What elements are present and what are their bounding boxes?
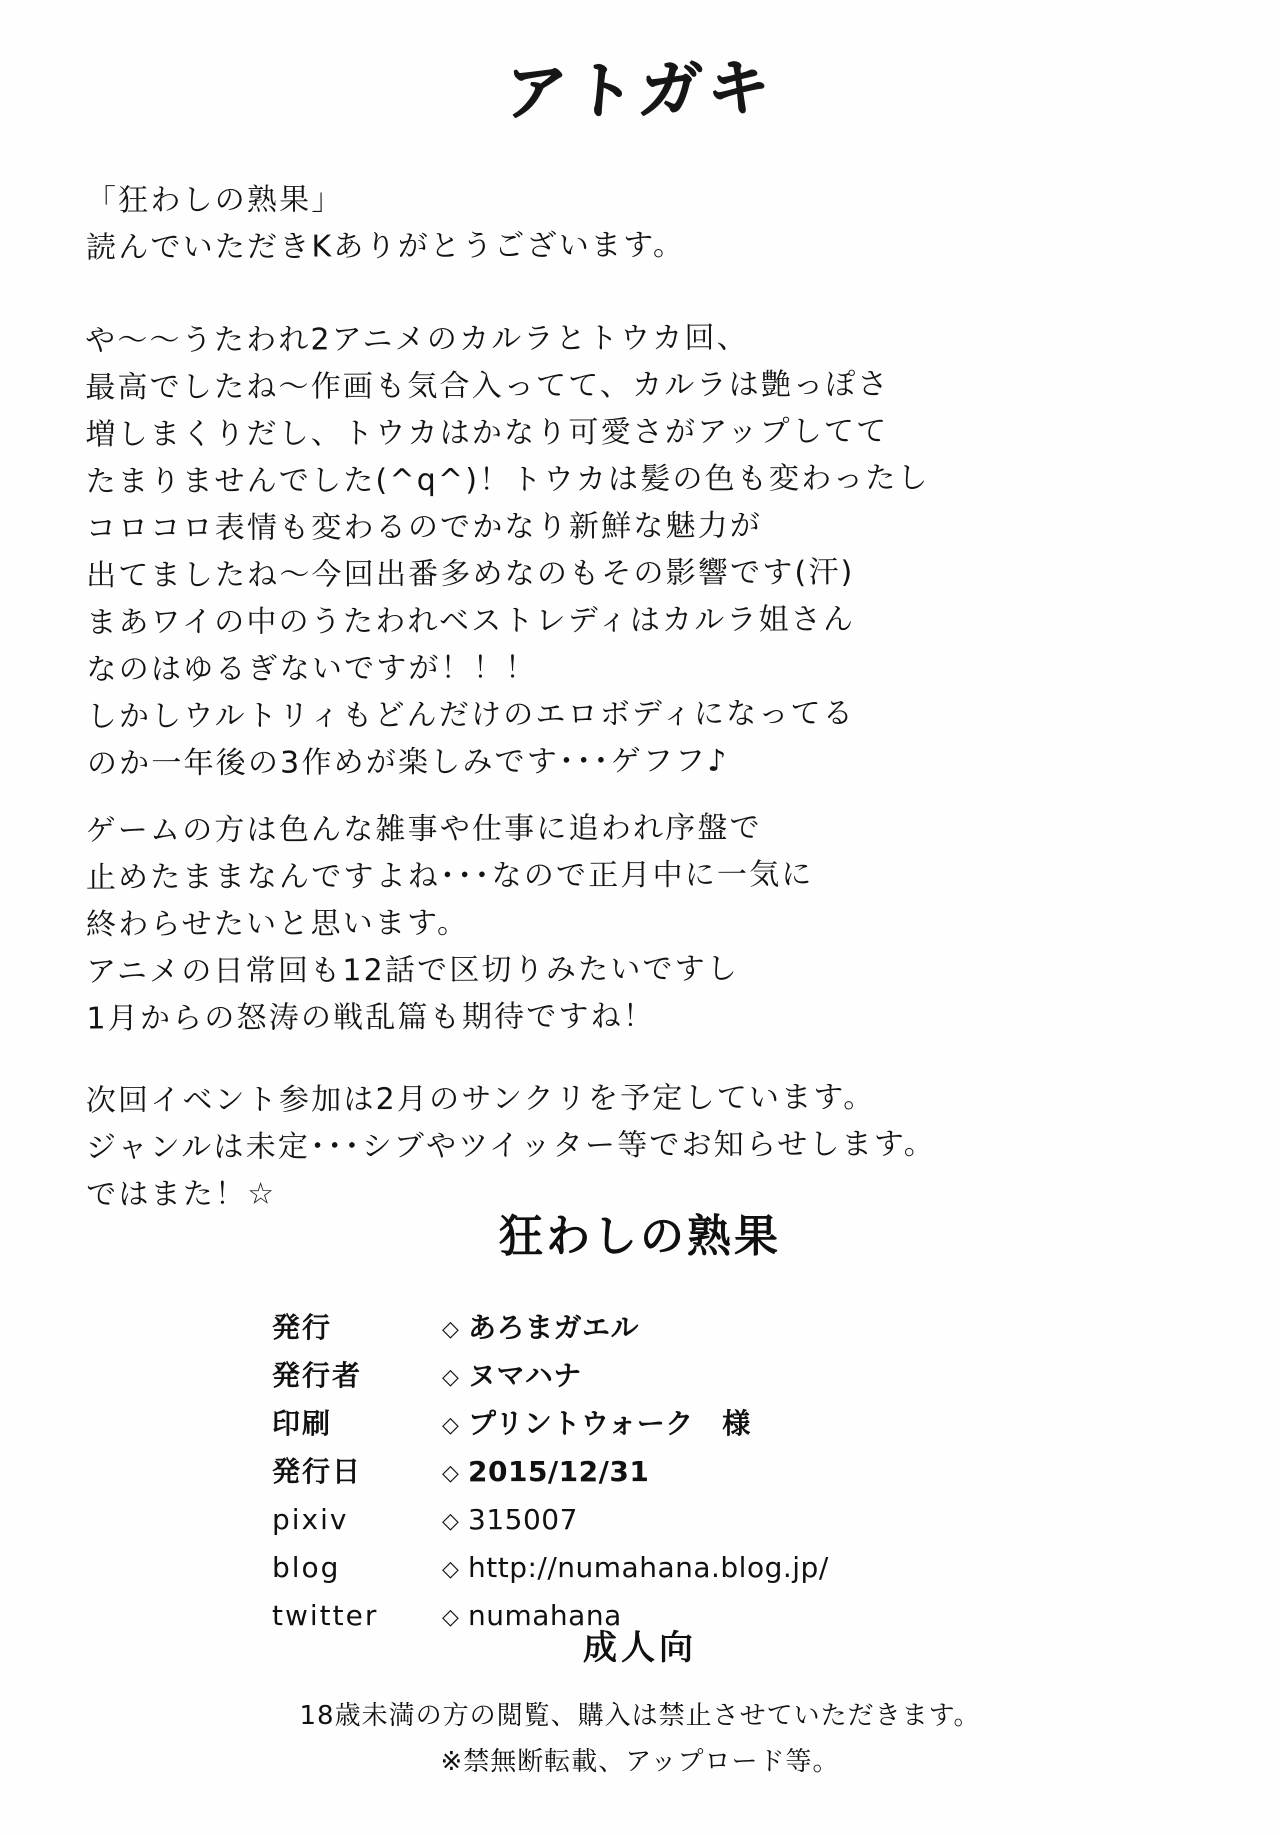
diamond-icon: ◇ <box>442 1413 459 1438</box>
diamond-icon: ◇ <box>442 1509 459 1534</box>
afterword-paragraph-3: 次回イベント参加は2月のサンクリを予定しています。 ジャンルは未定･･･シブやツイッター等でお知らせします。 ではまた！☆ <box>85 1079 936 1213</box>
credit-row <box>272 1550 1012 1589</box>
adult-only-label: 成人向 <box>583 1628 697 1668</box>
credit-label: twitter <box>272 1599 379 1632</box>
afterword-paragraph-2: ゲームの方は色んな雑事や仕事に追われ序盤で 止めたままなんですよね･･･なので正月中に一気に 終わらせたいと思います。 アニメの日常回も12話で区切りみたいですし 1月からの怒涛の戦乱篇も期待ですね！ <box>85 810 814 1037</box>
colophon-credits <box>272 1310 1012 1646</box>
credit-value: numahana <box>468 1599 622 1632</box>
credit-label: blog <box>272 1551 341 1584</box>
credit-row <box>272 1454 1012 1493</box>
intro-text: 「狂わしの熟果」 読んでいただきKありがとうございます。 <box>85 182 686 266</box>
colophon-title: 狂わしの熟果 <box>499 1211 781 1262</box>
credit-label: 印刷 <box>272 1407 333 1440</box>
credit-row <box>272 1310 1012 1349</box>
credit-label: 発行 <box>272 1311 333 1344</box>
credit-value: プリントウォーク 様 <box>468 1407 751 1440</box>
diamond-icon: ◇ <box>442 1557 459 1582</box>
credit-row <box>272 1502 1012 1541</box>
afterword-paragraph-1: や〜〜うたわれ2アニメのカルラとトウカ回、 最高でしたね〜作画も気合入ってて、カルラは艶っぽさ 増しまくりだし、トウカはかなり可愛さがアップしてて たまりませんでした(^q^)！トウカは髪の色も変わったし コロコロ表情も変わるのでかなり新鮮な魅力が 出てましたね〜今回出番多めなのもその影響です(汗) まあワイの中のうたわれベストレディはカルラ姐さん なのはゆるぎないですが！！！ しかしウルトリィもどんだけのエロボディになってる のか一年後の3作めが楽しみです･･･ゲフフ♪ <box>85 320 930 782</box>
credit-label: 発行日 <box>272 1455 363 1488</box>
diamond-icon: ◇ <box>442 1605 459 1630</box>
credit-value: あろまガエル <box>468 1311 640 1344</box>
credit-label: 発行者 <box>272 1359 363 1392</box>
credit-row <box>272 1406 1012 1445</box>
credit-value: 2015/12/31 <box>468 1455 650 1488</box>
credit-value-link[interactable]: http://numahana.blog.jp/ <box>468 1551 829 1584</box>
afterword-heading: アトガキ <box>501 50 778 129</box>
credit-value: 315007 <box>468 1503 578 1536</box>
reproduction-notice: ※禁無断転載、アップロード等。 <box>440 1747 840 1777</box>
diamond-icon: ◇ <box>442 1317 459 1342</box>
credit-label: pixiv <box>272 1503 349 1536</box>
diamond-icon: ◇ <box>442 1365 459 1390</box>
credit-value: ヌマハナ <box>468 1359 582 1392</box>
age-restriction-notice: 18歳未満の方の閲覧、購入は禁止させていただきます。 <box>299 1701 981 1731</box>
diamond-icon: ◇ <box>442 1461 459 1486</box>
credit-row <box>272 1358 1012 1397</box>
